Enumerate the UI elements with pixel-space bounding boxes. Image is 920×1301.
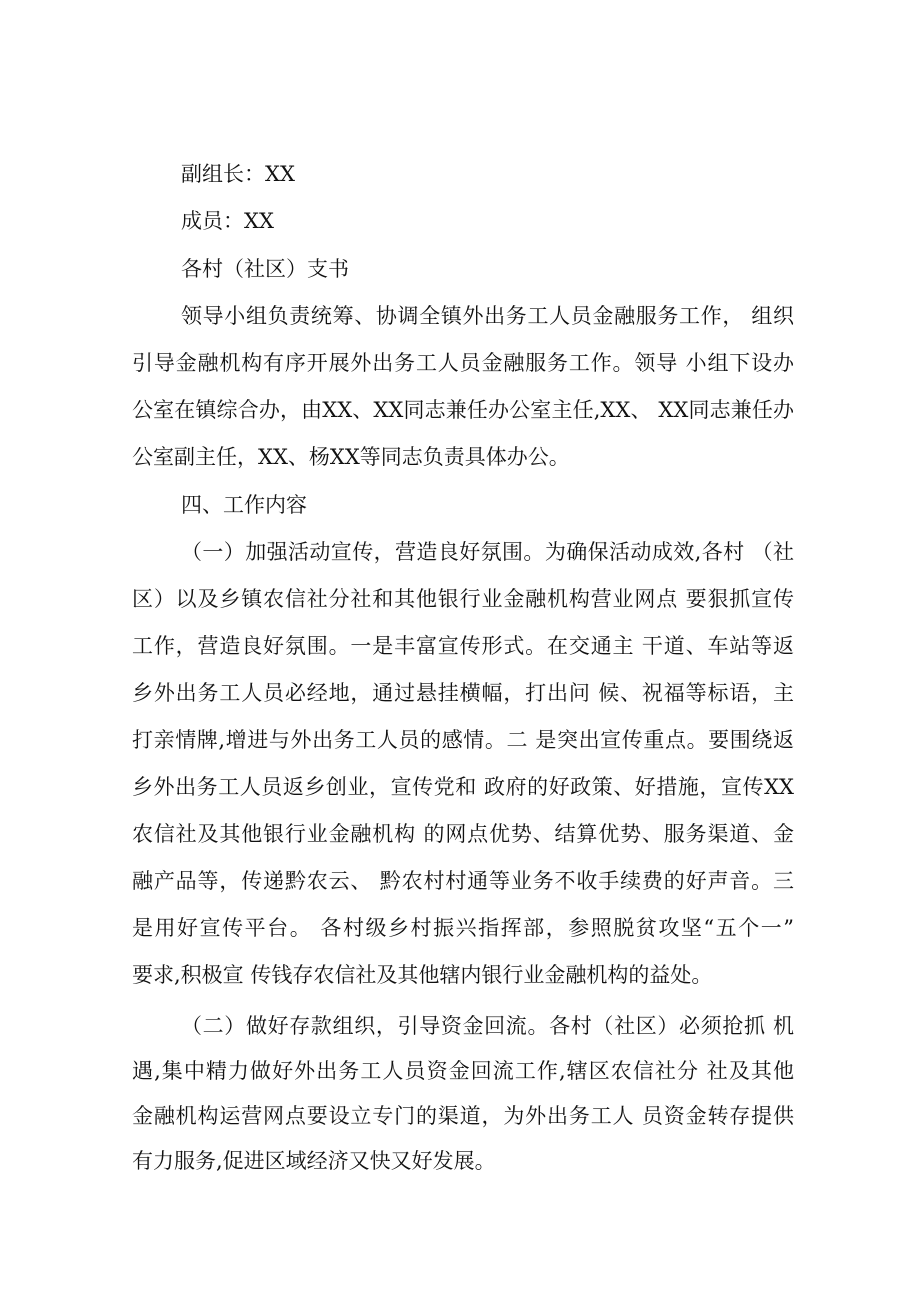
paragraph-line: 公室副主任，XX、杨XX等同志负责具体办公。 <box>132 445 570 469</box>
paragraph-line: 有力服务,促进区域经济又快又好发展。 <box>132 1149 496 1173</box>
paragraph-line: 是用好宣传平台。 各村级乡村振兴指挥部，参照脱贫攻坚“五个一” <box>132 916 794 940</box>
paragraph-line: 农信社及其他银行业金融机构 的网点优势、结算优势、服务渠道、金 <box>132 822 794 846</box>
paragraph-line: 乡外出务工人员返乡创业，宣传党和 政府的好政策、好措施，宣传XX <box>132 775 794 799</box>
paragraph-line: （二）做好存款组织，引导资金回流。各村（社区）必须抢抓 机 <box>181 1014 794 1038</box>
paragraph-line: 要求,积极宣 传钱存农信社及其他辖内银行业金融机构的益处。 <box>132 963 713 987</box>
paragraph-line: 公室在镇综合办，由XX、XX同志兼任办公室主任,XX、 XX同志兼任办 <box>132 398 794 422</box>
paragraph-line: （一）加强活动宣传，营造良好氛围。为确保活动成效,各村 （社 <box>181 540 794 564</box>
paragraph-line: 引导金融机构有序开展外出务工人员金融服务工作。领导 小组下设办 <box>132 351 794 375</box>
paragraph-line: 金融机构运营网点要设立专门的渠道，为外出务工人 员资金转存提供 <box>132 1104 794 1128</box>
members-line: 成员：XX <box>181 209 274 233</box>
paragraph-line: 遇,集中精力做好外出务工人员资金回流工作,辖区农信社分 社及其他 <box>132 1059 794 1083</box>
village-secretaries-line: 各村（社区）支书 <box>181 257 349 281</box>
deputy-leader-line: 副组长：XX <box>181 162 295 186</box>
paragraph-line: 工作，营造良好氛围。一是丰富宣传形式。在交通主 干道、车站等返 <box>132 634 794 658</box>
paragraph-line: 打亲情牌,增进与外出务工人员的感情。二 是突出宣传重点。要围绕返 <box>132 728 794 752</box>
paragraph-line: 领导小组负责统筹、协调全镇外出务工人员金融服务工作， 组织 <box>181 304 794 328</box>
paragraph-line: 区）以及乡镇农信社分社和其他银行业金融机构营业网点 要狠抓宣传 <box>132 587 794 611</box>
paragraph-line: 乡外出务工人员必经地，通过悬挂横幅，打出问 候、祝福等标语，主 <box>132 681 794 705</box>
paragraph-line: 融产品等，传递黔农云、 黔农村村通等业务不收手续费的好声音。三 <box>132 869 794 893</box>
section-heading: 四、工作内容 <box>181 493 307 517</box>
